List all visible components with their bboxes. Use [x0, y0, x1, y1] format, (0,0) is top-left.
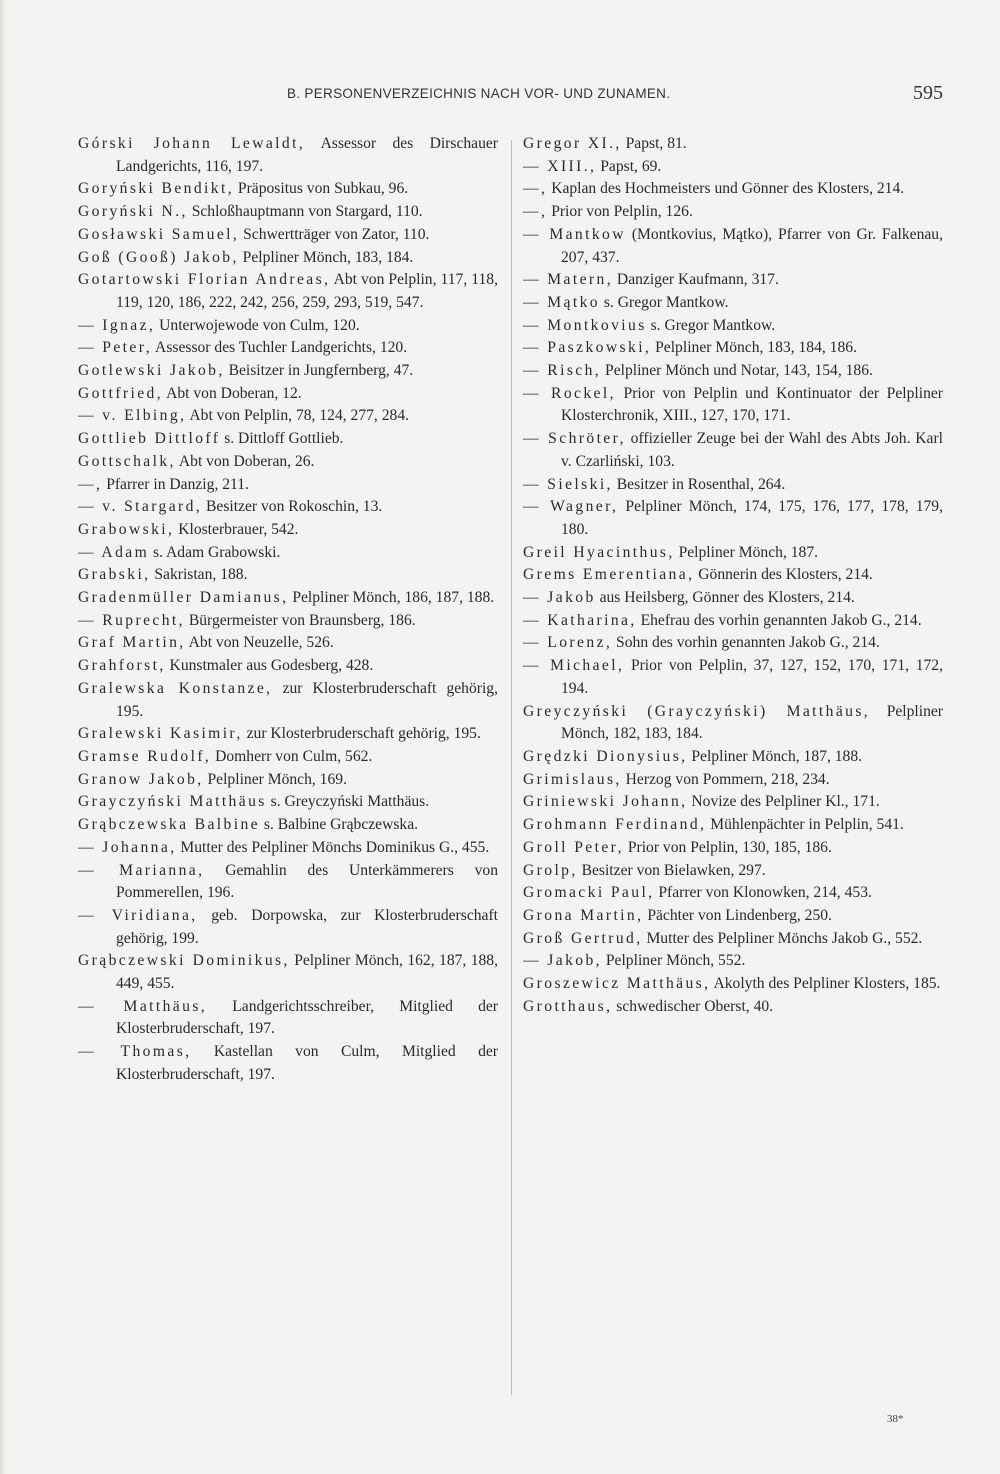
entry-description: Bürgermeister von Braunsberg, 186.	[184, 611, 416, 629]
entry-description: Gönnerin des Klosters, 214.	[694, 566, 873, 584]
index-entry	[78, 133, 498, 178]
index-entry	[523, 814, 943, 837]
index-entry	[523, 383, 943, 428]
entry-name: — Ignaz,	[78, 316, 156, 334]
entry-name: Górski Johann Lewaldt,	[78, 135, 306, 152]
entry-name: Goryński N.,	[78, 203, 188, 221]
entry-description: s. Greyczyński Matthäus.	[266, 793, 430, 811]
entry-description: aus Heilsberg, Gönner des Klosters, 214.	[595, 589, 855, 607]
entry-name: — Viridiana,	[78, 906, 198, 924]
entry-name: — Mątko	[523, 293, 601, 311]
entry-description: Präpositus von Subkau, 96.	[234, 180, 409, 198]
entry-name: Gotartowski Florian Andreas,	[78, 271, 331, 289]
index-entry	[78, 632, 498, 655]
entry-name: — v. Stargard,	[78, 498, 203, 516]
index-entry	[523, 315, 943, 338]
column-divider	[511, 140, 512, 1395]
entry-name: Graf Martin,	[78, 634, 186, 652]
entry-name: — Jakob,	[523, 952, 602, 970]
entry-name: Gromacki Paul,	[523, 884, 655, 902]
index-entry	[78, 723, 498, 746]
entry-description: Pelpliner Mönch und Notar, 143, 154, 186.	[601, 362, 873, 380]
entry-name: Grędzki Dionysius,	[523, 747, 688, 765]
index-entry	[78, 678, 498, 723]
entry-description: Abt von Neuzelle, 526.	[185, 634, 334, 652]
entry-description: Pelpliner Mönch, 183, 184, 186.	[651, 339, 857, 357]
entry-name: Grąbczewska Balbine	[78, 816, 260, 834]
index-entry	[523, 860, 943, 883]
entry-name: — Lorenz,	[523, 634, 613, 652]
entry-name: — Wagner,	[523, 498, 619, 516]
entry-description: zur Klosterbruderschaft gehörig, 195.	[116, 679, 498, 720]
index-entry	[523, 996, 943, 1019]
entry-name: — Peter,	[78, 339, 153, 357]
entry-name: — Risch,	[523, 362, 602, 380]
entry-name: — Johanna,	[78, 838, 177, 856]
entry-description: Pelpliner Mönch, 552.	[601, 952, 746, 970]
entry-name: — Matthäus,	[78, 997, 208, 1015]
index-entry	[78, 337, 498, 360]
entry-name: Gralewska Konstanze,	[78, 679, 273, 697]
entry-name: Grimislaus,	[523, 770, 622, 788]
entry-description: Unterwojewode von Culm, 120.	[155, 316, 360, 334]
entry-description: s. Gregor Mantkow.	[600, 293, 729, 311]
index-entry	[523, 882, 943, 905]
entry-name: Groll Peter,	[523, 838, 624, 856]
entry-description: Prior von Pelplin, 130, 185, 186.	[623, 838, 832, 856]
index-entry	[523, 791, 943, 814]
entry-description: Sakristan, 188.	[150, 566, 248, 584]
index-entry	[523, 564, 943, 587]
index-entry	[78, 1041, 498, 1086]
entry-description: Papst, 69.	[596, 157, 662, 175]
entry-description: Prior von Pelplin und Kontinuator der Pelpliner Klosterchronik, XIII., 127, 170, 171.	[561, 384, 943, 425]
index-entry	[78, 655, 498, 678]
entry-description: Prior von Pelplin, 37, 127, 152, 170, 171, 172, 194.	[561, 657, 943, 697]
entry-name: — Jakob	[523, 589, 596, 607]
entry-name: — Matern,	[523, 271, 614, 289]
entry-name: —,	[78, 475, 103, 493]
entry-name: Grahforst,	[78, 657, 166, 675]
index-entry	[78, 860, 498, 905]
index-entry	[523, 837, 943, 860]
page-header	[0, 82, 1000, 116]
index-entry	[78, 837, 498, 860]
entry-description: Kaplan des Hochmeisters und Gönner des Klosters, 214.	[547, 180, 905, 198]
entry-name: — Rockel,	[523, 384, 616, 402]
index-entry	[78, 610, 498, 633]
index-entry	[523, 928, 943, 951]
entry-description: Pelpliner Mönch, 182, 183, 184.	[561, 702, 943, 743]
entry-description: Prior von Pelplin, 126.	[547, 203, 693, 221]
right-column	[523, 133, 943, 1018]
index-entry	[523, 746, 943, 769]
entry-description: geb. Dorpowska, zur Klosterbruderschaft gehörig, 199.	[116, 906, 498, 947]
entry-description: zur Klosterbruderschaft gehörig, 195.	[242, 725, 481, 743]
entry-name: Grayczyński Matthäus	[78, 793, 267, 811]
entry-name: — Marianna,	[78, 861, 205, 879]
index-entry	[523, 632, 943, 655]
entry-description: Pelpliner Mönch, 162, 187, 188, 449, 455.	[116, 952, 498, 993]
index-entry	[78, 428, 498, 451]
entry-description: s. Gregor Mantkow.	[646, 316, 776, 334]
entry-name: Grona Martin,	[523, 906, 644, 924]
index-entry	[523, 496, 943, 541]
index-entry	[523, 769, 943, 792]
entry-description: (Montkovius, Mątko), Pfarrer von Gr. Falkenau, 207, 437.	[561, 225, 943, 266]
index-entry	[523, 655, 943, 700]
entry-description: Schloßhauptmann von Stargard, 110.	[187, 203, 423, 221]
index-entry	[78, 315, 498, 338]
entry-description: Kunstmaler aus Godesberg, 428.	[165, 657, 374, 675]
entry-name: Gotlewski Jakob,	[78, 362, 225, 380]
entry-name: — v. Elbing,	[78, 407, 187, 425]
entry-description: Abt von Pelplin, 78, 124, 277, 284.	[186, 407, 410, 425]
entry-description: Papst, 81.	[621, 135, 687, 152]
index-entry	[78, 496, 498, 519]
entry-name: Gosławski Samuel,	[78, 225, 240, 243]
entry-name: Grabski,	[78, 566, 151, 584]
entry-name: Gottschalk,	[78, 452, 176, 470]
entry-name: Grąbczewski Dominikus,	[78, 952, 290, 970]
index-entry	[523, 428, 943, 473]
index-entry	[523, 587, 943, 610]
signature-mark: 38*	[887, 1413, 904, 1425]
entry-name: Grotthaus,	[523, 997, 613, 1015]
entry-description: offizieller Zeuge bei der Wahl des Abts Joh. Karl v. Czarliński, 103.	[561, 430, 943, 470]
entry-name: — Michael,	[523, 657, 625, 675]
entry-name: — Schröter,	[523, 430, 626, 448]
entry-description: Landgerichtsschreiber, Mitglied der Klosterbruderschaft, 197.	[116, 997, 499, 1038]
entry-description: Kastellan von Culm, Mitglied der Klosterbruderschaft, 197.	[116, 1043, 498, 1083]
index-entry	[523, 292, 943, 315]
entry-name: Grolp,	[523, 861, 578, 879]
entry-description: s. Adam Grabowski.	[149, 543, 281, 561]
entry-description: Akolyth des Pelpliner Klosters, 185.	[710, 975, 941, 993]
entry-description: Mühlenpächter in Pelplin, 541.	[706, 816, 904, 834]
entry-name: Groszewicz Matthäus,	[523, 975, 711, 993]
index-entry	[78, 178, 498, 201]
entry-name: — Montkovius	[523, 316, 647, 334]
entry-name: — Ruprecht,	[78, 611, 185, 629]
running-head: B. PERSONENVERZEICHNIS NACH VOR- UND ZUNAMEN.	[287, 86, 671, 101]
index-entry	[78, 201, 498, 224]
index-entry	[78, 519, 498, 542]
entry-description: Abt von Pelplin, 117, 118, 119, 120, 186, 222, 242, 256, 259, 293, 519, 547.	[116, 271, 498, 311]
index-entry	[78, 247, 498, 270]
index-entry	[523, 542, 943, 565]
entry-name: — Sielski,	[523, 475, 613, 493]
entry-description: schwedischer Oberst, 40.	[612, 997, 774, 1015]
index-entry	[523, 973, 943, 996]
entry-description: Assessor des Dirschauer Landgerichts, 116, 197.	[116, 135, 498, 175]
entry-name: — Katharina,	[523, 611, 637, 629]
entry-description: Besitzer von Rokoschin, 13.	[202, 498, 383, 516]
index-entry	[78, 405, 498, 428]
entry-name: — Mantkow	[523, 225, 626, 243]
entry-name: Grohmann Ferdinand,	[523, 816, 707, 834]
index-entry	[78, 474, 498, 497]
index-entry	[78, 224, 498, 247]
index-entry	[523, 701, 943, 746]
entry-description: Pfarrer von Klonowken, 214, 453.	[654, 884, 872, 902]
entry-name: Gralewski Kasimir,	[78, 725, 243, 743]
entry-name: — XIII.,	[523, 157, 597, 175]
index-entry	[78, 451, 498, 474]
index-entry	[523, 610, 943, 633]
entry-name: Gradenmüller Damianus,	[78, 589, 289, 607]
entry-name: Gottfried,	[78, 384, 164, 402]
entry-description: s. Dittloff Gottlieb.	[220, 430, 344, 448]
entry-name: — Paszkowski,	[523, 339, 652, 357]
index-entry	[78, 746, 498, 769]
entry-description: Sohn des vorhin genannten Jakob G., 214.	[612, 634, 880, 652]
entry-name: — Adam	[78, 543, 150, 561]
index-entry	[523, 474, 943, 497]
entry-name: Grabowski,	[78, 520, 175, 538]
index-entry	[78, 950, 498, 995]
entry-name: Goß (Gooß) Jakob,	[78, 248, 239, 266]
index-entry	[523, 269, 943, 292]
index-entry	[78, 542, 498, 565]
index-entry	[523, 360, 943, 383]
entry-description: Pelpliner Mönch, 187, 188.	[687, 747, 863, 765]
entry-description: Domherr von Culm, 562.	[211, 747, 373, 765]
binding-edge	[0, 0, 6, 1474]
entry-description: Danziger Kaufmann, 317.	[613, 271, 779, 289]
index-entry	[523, 133, 943, 156]
entry-description: Beisitzer in Jungfernberg, 47.	[224, 362, 414, 380]
index-entry	[523, 156, 943, 179]
entry-name: — Thomas,	[78, 1043, 192, 1061]
entry-description: Gemahlin des Unterkämmerers von Pommerellen, 196.	[116, 861, 498, 902]
index-entry	[78, 564, 498, 587]
entry-description: Abt von Doberan, 26.	[175, 452, 315, 470]
entry-description: Mutter des Pelpliner Mönchs Dominikus G., 455.	[176, 838, 490, 856]
entry-description: Pelpliner Mönch, 187.	[674, 543, 819, 561]
entry-description: Pelpliner Mönch, 186, 187, 188.	[288, 589, 495, 607]
entry-description: Pelpliner Mönch, 169.	[203, 770, 347, 788]
entry-name: Gramse Rudolf,	[78, 747, 212, 765]
index-entry	[523, 201, 943, 224]
entry-name: Gottlieb Dittloff	[78, 430, 221, 448]
entry-description: Ehefrau des vorhin genannten Jakob G., 214.	[636, 611, 922, 629]
entry-name: Groß Gertrud,	[523, 929, 643, 947]
index-entry	[78, 383, 498, 406]
entry-name: Grems Emerentiana,	[523, 566, 695, 584]
entry-name: Gregor XI.,	[523, 135, 622, 152]
entry-description: Besitzer in Rosenthal, 264.	[612, 475, 786, 493]
entry-name: Griniewski Johann,	[523, 793, 688, 811]
entry-description: Besitzer von Bielawken, 297.	[577, 861, 766, 879]
index-entry	[78, 269, 498, 314]
entry-description: Abt von Doberan, 12.	[163, 384, 302, 402]
index-entry	[523, 905, 943, 928]
entry-name: Goryński Bendikt,	[78, 180, 235, 198]
index-entry	[78, 587, 498, 610]
entry-name: Granow Jakob,	[78, 770, 204, 788]
index-entry	[523, 950, 943, 973]
index-entry	[78, 791, 498, 814]
index-entry	[78, 996, 498, 1041]
entry-description: Mutter des Pelpliner Mönchs Jakob G., 552.	[642, 929, 923, 947]
entry-description: Klosterbrauer, 542.	[174, 520, 299, 538]
entry-name: Greil Hyacinthus,	[523, 543, 675, 561]
entry-description: Pelpliner Mönch, 183, 184.	[238, 248, 414, 266]
index-entry	[523, 337, 943, 360]
entry-description: Pelpliner Mönch, 174, 175, 176, 177, 178, 179, 180.	[561, 498, 944, 538]
page-number: 595	[913, 82, 943, 104]
entry-description: Schwertträger von Zator, 110.	[239, 225, 430, 243]
entry-name: —,	[523, 203, 548, 221]
entry-description: Pächter von Lindenberg, 250.	[643, 906, 832, 924]
entry-description: Novize des Pelpliner Kl., 171.	[687, 793, 880, 811]
index-entry	[523, 224, 943, 269]
left-column	[78, 133, 498, 1087]
index-entry	[78, 905, 498, 950]
entry-name: Greyczyński (Grayczyński) Matthäus,	[523, 702, 871, 720]
entry-description: s. Balbine Grąbczewska.	[259, 816, 419, 834]
entry-description: Assessor des Tuchler Landgerichts, 120.	[152, 339, 408, 357]
index-entry	[78, 360, 498, 383]
entry-description: Herzog von Pommern, 218, 234.	[621, 770, 830, 788]
entry-name: —,	[523, 180, 548, 198]
index-entry	[523, 178, 943, 201]
index-entry	[78, 769, 498, 792]
index-entry	[78, 814, 498, 837]
entry-description: Pfarrer in Danzig, 211.	[102, 475, 249, 493]
